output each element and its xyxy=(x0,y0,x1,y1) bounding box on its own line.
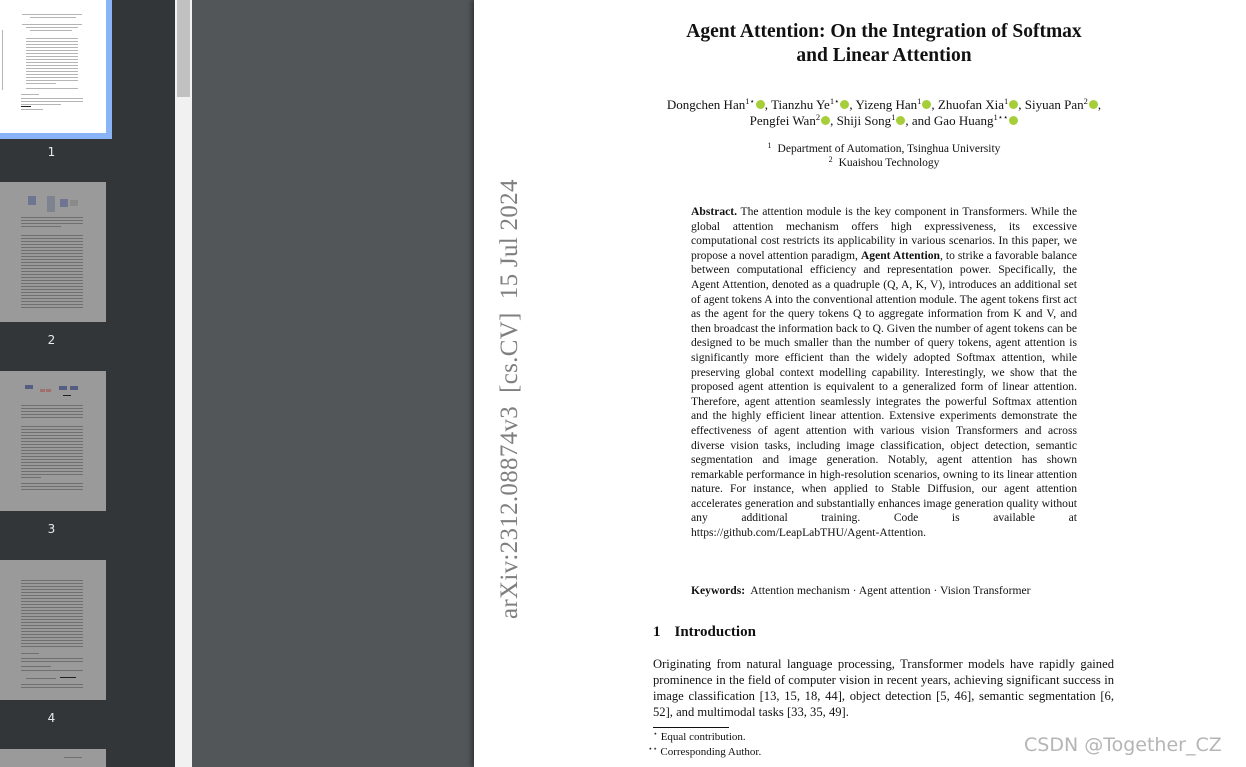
footnote-mark: ⋆ xyxy=(653,729,658,738)
affiliation-1 xyxy=(654,142,1114,156)
document-viewer-background xyxy=(192,0,474,767)
keywords-text: Attention mechanism · Agent attention · Vision Transformer xyxy=(745,584,1031,597)
orcid-icon[interactable] xyxy=(840,100,849,109)
arxiv-stamp: arXiv:2312.08874v3 [cs.CV] 15 Jul 2024 xyxy=(496,179,523,619)
thumbnail-page-number: 1 xyxy=(47,145,56,159)
thumbnail-page-1[interactable] xyxy=(0,0,112,139)
abstract-text-1: The attention module is the key component in Transformers. While the global attention mechanism offers high expressiveness, its excessive computational cost restricts its applicability in various scenarios. In this paper, we propose a novel attention paradigm, xyxy=(691,205,1077,262)
author-affiliation-mark: 1 xyxy=(1003,96,1009,106)
author-name: Tianzhu Ye xyxy=(771,97,830,112)
footnote-rule xyxy=(653,727,729,728)
orcid-icon[interactable] xyxy=(896,116,905,125)
orcid-icon[interactable] xyxy=(821,116,830,125)
thumbnail-page-4[interactable] xyxy=(0,560,106,700)
intro-paragraph: Originating from natural language processing, Transformer models have rapidly gained prominence in the field of computer vision in recent years, achieving significant success in image classification [13, 15, 18, 44], object detection [5, 46], semantic segmentation [6, 52], and multimodal tasks [33, 35, 49]. xyxy=(653,657,1114,719)
author-name: Shiji Song xyxy=(836,113,892,128)
author-affiliation-mark: 1⋆⋆ xyxy=(993,112,1009,122)
author-affiliation-mark: 1⋆ xyxy=(745,96,755,106)
orcid-icon[interactable] xyxy=(1009,100,1018,109)
author-name: Pengfei Wan xyxy=(749,113,816,128)
pdf-page xyxy=(474,0,1246,767)
paper-title xyxy=(654,20,1114,68)
orcid-icon[interactable] xyxy=(922,100,931,109)
thumbnail-page-number: 2 xyxy=(47,333,56,347)
footnote-text: Equal contribution. xyxy=(660,731,746,743)
author-affiliation-mark: 1 xyxy=(917,96,922,106)
affiliation-text: Kuaishou Technology xyxy=(838,157,940,169)
footnote-2 xyxy=(648,746,761,758)
affiliation-2 xyxy=(654,156,1114,170)
thumbnail-page-number: 3 xyxy=(47,522,56,536)
author-affiliation-mark: 1⋆ xyxy=(829,96,840,106)
affiliation-mark: 2 xyxy=(828,155,833,164)
thumbnail-page-2[interactable] xyxy=(0,182,106,322)
footnote-text: Corresponding Author. xyxy=(660,746,762,758)
title-line-1: Agent Attention: On the Integration of Softmax xyxy=(686,21,1082,42)
sidebar-scrollbar-thumb[interactable] xyxy=(177,0,190,97)
author-affiliation-mark: 2 xyxy=(1083,96,1088,106)
affiliation-mark: 1 xyxy=(767,141,772,150)
abstract-text-2: , to strike a favorable balance between computational efficiency and representation power. Specifically, the Agent Attention, denoted as a quadruple (Q, A, K, V), introduces an additional set of agent tokens A into the conventional attention module. The agent tokens first act as the agent for the query tokens Q to aggregate information from K and V, and then broadcast the information back to Q. Given the number of agent tokens can be designed to be much smaller than the number of query tokens, agent attention is significantly more efficient than the widely adopted Softmax attention, while preserving global context modelling capability. Interestingly, we show that the proposed agent attention is equivalent to a generalized form of linear attention. Therefore, agent attention seamlessly integrates the powerful Softmax attention and the highly efficient linear attention. Extensive experiments demonstrate the effectiveness of agent attention with various vision Transformers and across diverse vision tasks, including image classification, object detection, semantic segmentation and image generation. Notably, agent attention has shown remarkable performance in high-resolution scenarios, owning to its linear attention nature. For instance, when applied to Stable Diffusion, our agent attention accelerates generation and substantially enhances image generation quality without any additional training. Code is available at https://github.com/LeapLabTHU/Agent-Attention. xyxy=(691,248,1078,540)
title-line-2: and Linear Attention xyxy=(796,45,972,66)
affiliation-text: Department of Automation, Tsinghua University xyxy=(777,143,1001,155)
orcid-icon[interactable] xyxy=(1089,100,1098,109)
affiliations xyxy=(654,142,1114,170)
section-heading xyxy=(653,624,756,641)
sidebar-scrollbar[interactable] xyxy=(175,0,192,767)
abstract xyxy=(691,205,1077,541)
csdn-watermark: CSDN @Together_CZ xyxy=(1024,734,1222,756)
orcid-icon[interactable] xyxy=(756,100,765,109)
author-name: Gao Huang xyxy=(933,113,994,128)
author-name: Yizeng Han xyxy=(855,97,918,112)
orcid-icon[interactable] xyxy=(1009,116,1018,125)
thumbnail-sidebar xyxy=(0,0,175,767)
footnote-1 xyxy=(653,731,746,743)
author-name: Zhuofan Xia xyxy=(937,97,1004,112)
keywords-label: Keywords: xyxy=(691,584,746,597)
abstract-bold-term: Agent Attention xyxy=(860,248,940,262)
author-name: Dongchen Han xyxy=(666,97,746,112)
thumbnail-page-5[interactable] xyxy=(0,749,106,767)
thumbnail-page-number: 4 xyxy=(47,711,56,725)
author-list: Dongchen Han$^{1⋆}$ , Tianzhu $Ye^{1⋆}$ , Yizeng Han$^1$ , Zhuofan Xia$^1$ , Siyuan Pan$^2$ , Pengfei Wan$^2$ , Shiji Song$^1$ , and Gao Huang$^{1⋆⋆}$ xyxy=(666,96,1102,128)
abstract-label: Abstract. xyxy=(691,205,738,218)
author-affiliation-mark: 1 xyxy=(891,112,896,122)
section-title: Introduction xyxy=(674,624,756,640)
section-number: 1 xyxy=(653,624,661,640)
author-affiliation-mark: 2 xyxy=(815,112,821,122)
thumbnail-page-3[interactable] xyxy=(0,371,106,511)
footnote-mark: ⋆⋆ xyxy=(648,744,658,753)
keywords xyxy=(691,584,1091,597)
author-name: Siyuan Pan xyxy=(1024,97,1084,112)
